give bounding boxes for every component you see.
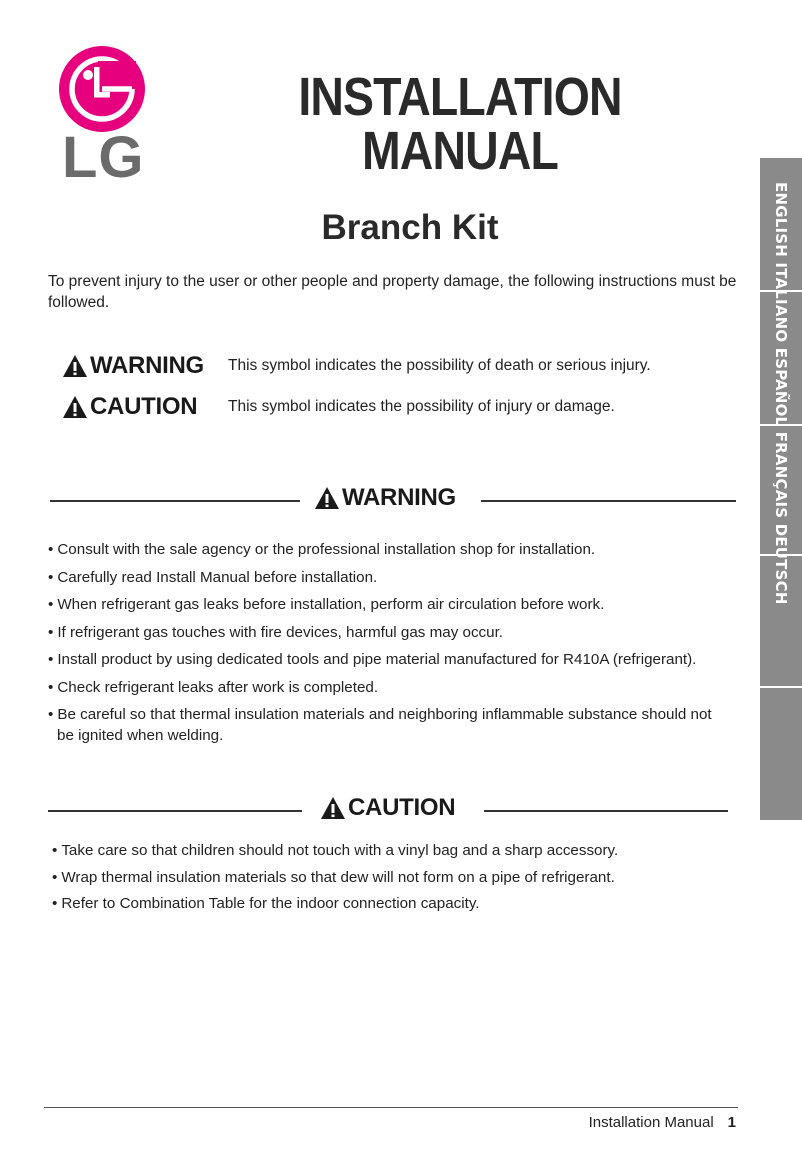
lg-face-icon	[58, 45, 146, 133]
language-tab-deutsch[interactable]	[760, 686, 802, 820]
logo-wordmark: LG	[62, 125, 145, 190]
warning-list	[48, 540, 728, 746]
list-item: • When refrigerant gas leaks before installation, perform air circulation before work.	[48, 595, 728, 616]
divider	[481, 500, 736, 502]
caution-triangle-icon	[62, 395, 88, 419]
list-item: • Install product by using dedicated tools and pipe material manufactured for R410A (refrigerant).	[48, 650, 728, 671]
footer-label: Installation Manual	[588, 1114, 714, 1131]
page-title: INSTALLATION MANUAL	[298, 67, 622, 181]
footer-divider	[44, 1107, 738, 1108]
symbol-caution-description: This symbol indicates the possibility of injury or damage.	[228, 398, 615, 415]
list-item: • Consult with the sale agency or the professional installation shop for installation.	[48, 540, 728, 561]
footer	[589, 1114, 736, 1131]
warning-heading-label: WARNING	[342, 484, 456, 511]
list-item: • Take care so that children should not touch with a vinyl bag and a sharp accessory.	[52, 841, 732, 862]
warning-triangle-icon	[62, 354, 88, 378]
caution-section-heading	[48, 794, 736, 824]
symbol-warning-label: WARNING	[90, 352, 204, 379]
caution-list	[52, 841, 732, 915]
list-item: • If refrigerant gas touches with fire devices, harmful gas may occur.	[48, 623, 728, 644]
warning-triangle-icon	[314, 486, 340, 510]
page-subtitle: Branch Kit	[321, 208, 499, 247]
list-item: • Wrap thermal insulation materials so that dew will not form on a pipe of refrigerant.	[52, 868, 732, 889]
list-item: • Refer to Combination Table for the indoor connection capacity.	[52, 894, 732, 915]
list-item: • Check refrigerant leaks after work is completed.	[48, 678, 728, 699]
warning-section-heading	[48, 484, 736, 514]
caution-heading-label: CAUTION	[348, 794, 456, 821]
list-item: • Be careful so that thermal insulation materials and neighboring inflammable substance should not be ignited when welding.	[48, 705, 728, 746]
symbol-caution-label: CAUTION	[90, 393, 198, 420]
lg-logo	[56, 45, 148, 195]
divider	[484, 810, 728, 812]
language-tabs-label: ENGLISH ITALIANO ESPAÑOL FRANÇAIS DEUTSCH	[772, 182, 790, 605]
divider	[48, 810, 302, 812]
symbol-legend-caution	[62, 392, 615, 422]
list-item: • Carefully read Install Manual before installation.	[48, 568, 728, 589]
intro-text: To prevent injury to the user or other people and property damage, the following instructions must be followed.	[48, 273, 737, 311]
symbol-warning-description: This symbol indicates the possibility of death or serious injury.	[228, 357, 651, 374]
divider	[50, 500, 300, 502]
symbol-legend-warning	[62, 351, 651, 381]
page-number: 1	[727, 1114, 736, 1131]
caution-triangle-icon	[320, 796, 346, 820]
